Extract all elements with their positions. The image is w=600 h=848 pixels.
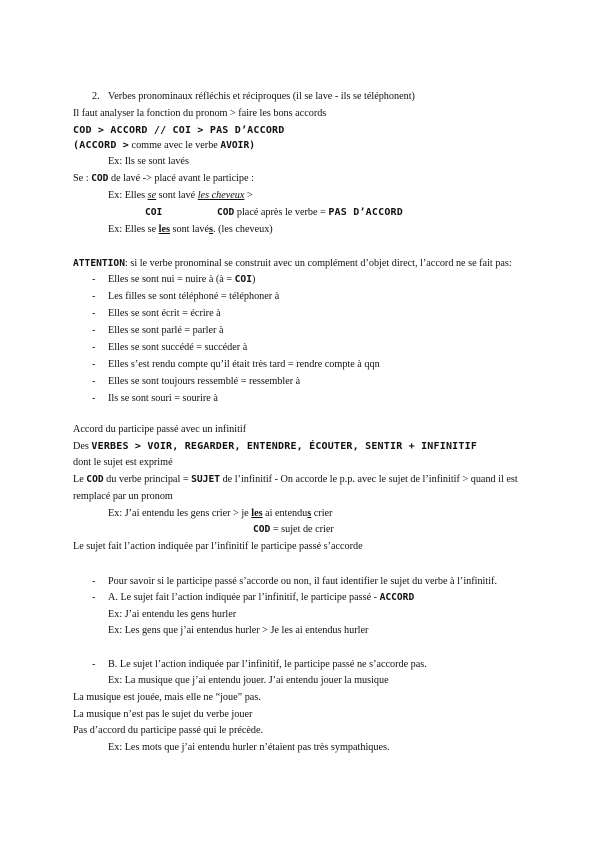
list-item: Elles s’est rendu compte qu’il était très tard = rendre compte à qqn: [108, 359, 380, 370]
bullet-dash: -: [92, 342, 96, 353]
list-item: Pour savoir si le participe passé s’accorde ou non, il faut identifier le sujet du verbe à l’infinitif.: [108, 576, 497, 587]
example-s2-5: Ex: Les mots que j’ai entendu hurler n’étaient pas très sympathiques.: [108, 742, 390, 753]
close-paren: ): [251, 274, 256, 285]
ex2-text-a: Ex: Elles: [108, 190, 148, 201]
cod-placed-line: [217, 206, 403, 219]
bullet-dash: -: [92, 325, 96, 336]
ex2-se: se: [147, 190, 157, 201]
ex3-les: les: [158, 224, 170, 235]
example-1: Ex: Ils se sont lavés: [108, 156, 189, 167]
example-s2-2: Ex: J’ai entendu les gens hurler: [108, 609, 237, 620]
list-item-text: Elles se sont nui = nuire à (à =: [108, 274, 235, 285]
cod-label: COD: [253, 524, 271, 535]
list-item: B. Le sujet l’action indiquée par l’infinitif, le participe passé ne s’accorde pas.: [108, 659, 427, 670]
accord-text: comme avec le verbe: [129, 140, 221, 151]
list-item: Ils se sont souri = sourire à: [108, 393, 218, 404]
rule-line-2: [73, 473, 518, 486]
coi-label: COI: [145, 207, 163, 218]
list-item: Elles se sont toujours ressemblé = ressembler à: [108, 376, 301, 387]
ex2-cheveux: les cheveux: [197, 190, 245, 201]
attention-label: ATTENTION: [73, 258, 125, 269]
ex3-text-b: sont lavé: [169, 224, 210, 235]
attention-line: [73, 257, 512, 270]
sujet-label: SUJET: [191, 474, 221, 485]
text-line: La musique est jouée, mais elle ne “joue” pas.: [73, 692, 261, 703]
bullet-dash: -: [92, 376, 96, 387]
section-number: 2.: [92, 91, 100, 102]
example-s2-4: Ex: La musique que j’ai entendu jouer. J’ai entendu jouer la musique: [108, 675, 389, 686]
coi-label: COI: [234, 274, 252, 285]
ex-text-a: Ex: J’ai entendu les gens crier > je: [108, 508, 252, 519]
rule-rest-text: de l’infinitif - On accorde le p.p. avec le sujet de l’infinitif > quand il est: [220, 474, 518, 485]
ex2-text-b: sont lavé: [156, 190, 198, 201]
accord-line: [73, 139, 255, 152]
accord-open: (ACCORD >: [73, 140, 129, 151]
list-item-text: A. Le sujet fait l’action indiquée par l’infinitif, le participe passé -: [108, 592, 380, 603]
cod-subject-text: = sujet de crier: [270, 524, 334, 535]
verb-principal-text: du verbe principal =: [103, 474, 192, 485]
example-s2-1: [108, 507, 332, 520]
example-s2-3: Ex: Les gens que j’ai entendus hurler > Je les ai entendus hurler: [108, 625, 369, 636]
ex-text-b: ai entendu: [262, 508, 308, 519]
section-title: Verbes pronominaux réfléchis et réciproques (il se lave - ils se téléphonent): [108, 91, 415, 102]
se-rest: de lavé -> placé avant le participe :: [108, 173, 254, 184]
ex3-text-c: . (les cheveux): [213, 224, 273, 235]
cod-subject-line: [253, 523, 334, 536]
verbs-list: VERBES > VOIR, REGARDER, ENTENDRE, ÉCOUTER, SENTIR + INFINITIF: [91, 441, 478, 452]
bullet-dash: -: [92, 308, 96, 319]
attention-text: : si le verbe pronominal se construit avec un complément d’objet direct, l’accord ne se fait pas:: [124, 258, 512, 269]
example-3: [108, 223, 273, 236]
cod-label: COD: [86, 474, 104, 485]
se-cod: COD: [91, 173, 109, 184]
ex2-text-c: >: [244, 190, 253, 201]
conclusion-line: Le sujet fait l’action indiquée par l’infinitif le participe passé s’accorde: [73, 541, 363, 552]
accord-avoir: AVOIR): [220, 140, 256, 151]
pas-accord: PAS D’ACCORD: [328, 207, 403, 218]
list-item: Elles se sont succédé = succéder à: [108, 342, 248, 353]
se-line: [73, 172, 254, 185]
list-item: Les filles se sont téléphoné = téléphoner à: [108, 291, 280, 302]
expressed-line: dont le sujet est exprimé: [73, 457, 173, 468]
ex3-text-a: Ex: Elles se: [108, 224, 159, 235]
cod-placed-text: placé après le verbe =: [234, 207, 329, 218]
rule-line-2-cont: remplacé par un pronom: [73, 491, 173, 502]
intro-text: Il faut analyser la fonction du pronom > faire les bons accords: [73, 108, 327, 119]
list-item: [108, 591, 414, 604]
bullet-dash: -: [92, 291, 96, 302]
des-text: Des: [73, 441, 92, 452]
list-item: Elles se sont écrit = écrire à: [108, 308, 221, 319]
bullet-dash: -: [92, 659, 96, 670]
se-prefix: Se :: [73, 173, 92, 184]
ex-les: les: [251, 508, 263, 519]
example-2: [108, 189, 253, 202]
text-line: Pas d’accord du participe passé qui le précède.: [73, 725, 264, 736]
le-text: Le: [73, 474, 87, 485]
ex-text-c: crier: [311, 508, 333, 519]
bullet-dash: -: [92, 274, 96, 285]
list-item: [108, 273, 255, 286]
text-line: La musique n’est pas le sujet du verbe jouer: [73, 709, 253, 720]
bullet-dash: -: [92, 592, 96, 603]
bullet-dash: -: [92, 576, 96, 587]
bullet-dash: -: [92, 359, 96, 370]
ex3-s: s: [209, 224, 213, 235]
accord-label: ACCORD: [379, 592, 415, 603]
rule-line: COD > ACCORD // COI > PAS D’ACCORD: [73, 125, 285, 136]
ex-s: s: [307, 508, 312, 519]
section2-title: Accord du participe passé avec un infinitif: [73, 424, 247, 435]
verbs-line: [73, 440, 477, 453]
cod-label: COD: [217, 207, 235, 218]
list-item: Elles se sont parlé = parler à: [108, 325, 224, 336]
bullet-dash: -: [92, 393, 96, 404]
